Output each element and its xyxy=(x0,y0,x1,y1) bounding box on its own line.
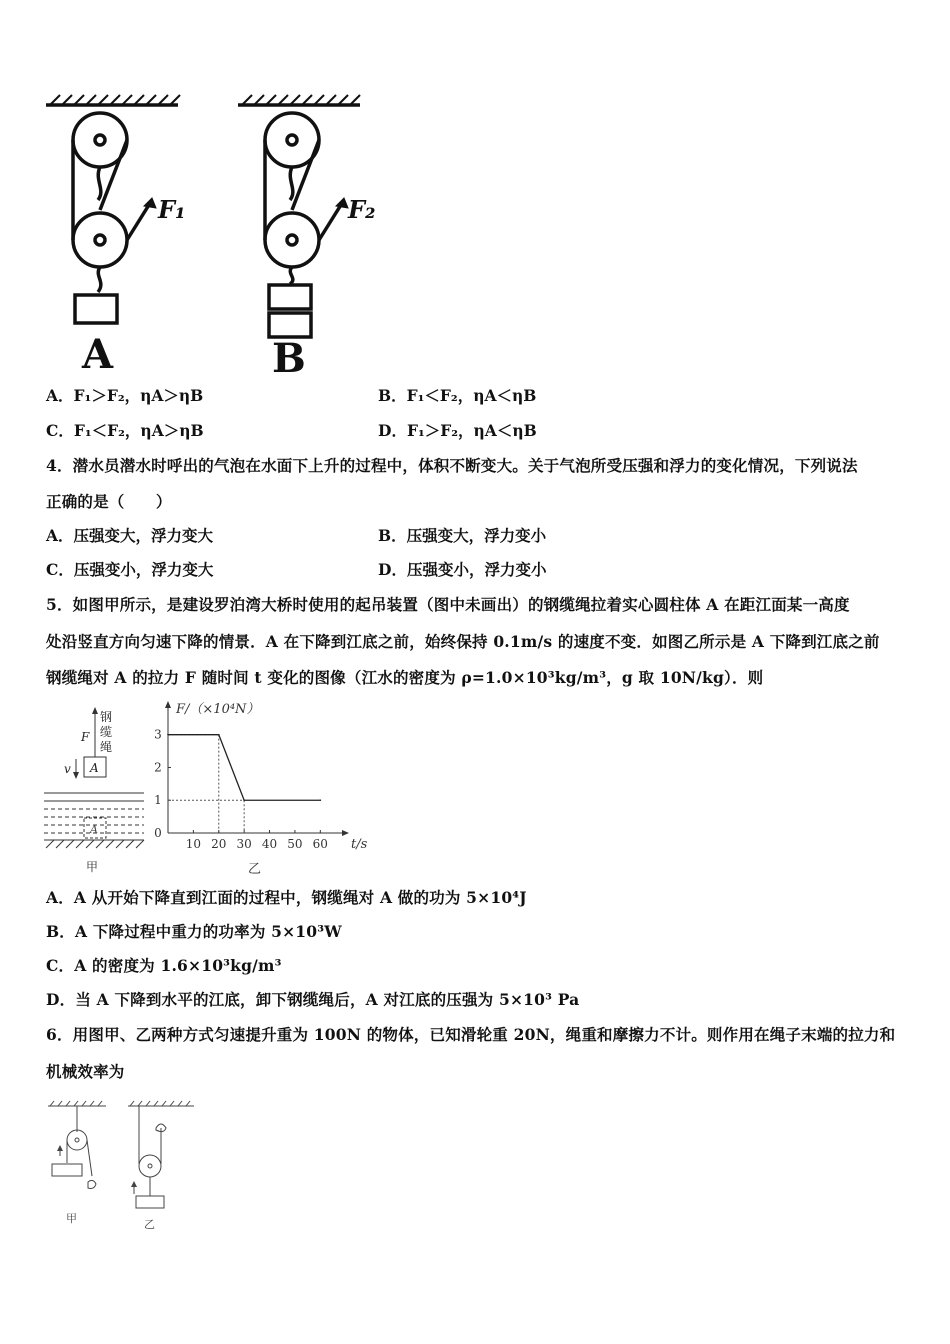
label-f1: F₁ xyxy=(158,195,186,224)
arrow-f2 xyxy=(336,198,348,208)
q3-option-a[interactable]: A．F₁＞F₂，ηA＞ηB xyxy=(46,386,204,405)
f-label: F xyxy=(81,730,90,744)
q6-figure xyxy=(44,1098,204,1233)
q5-chart-yi xyxy=(152,695,368,880)
series-point xyxy=(243,799,245,801)
block-a-water-label: A xyxy=(90,823,98,836)
caption-a: A xyxy=(82,331,114,378)
q4-option-b[interactable]: B．压强变大，浮力变小 xyxy=(378,526,547,545)
chart-caption: 乙 xyxy=(248,862,262,877)
series-point xyxy=(167,734,169,736)
x-tick-label: 20 xyxy=(211,837,227,851)
q5-option-b[interactable]: B．A 下降过程中重力的功率为 5×10³W xyxy=(46,922,342,941)
q4-stem-line2: 正确的是（ ） xyxy=(46,492,172,511)
q4-option-d[interactable]: D．压强变小，浮力变小 xyxy=(378,560,547,579)
label-f2: F₂ xyxy=(348,195,376,224)
q3-pulley-figure xyxy=(40,90,400,380)
x-tick-label: 10 xyxy=(185,837,202,851)
x-tick-label: 40 xyxy=(261,837,278,851)
x-tick-label: 50 xyxy=(287,837,303,851)
q5-figure-jia xyxy=(40,705,150,880)
block-a-label: A xyxy=(90,761,99,775)
y-tick-label: 3 xyxy=(154,727,162,742)
y-axis-label: F/（×10⁴N） xyxy=(176,702,260,717)
q4-option-c[interactable]: C．压强变小，浮力变大 xyxy=(46,560,214,579)
q5-stem-line1: 5．如图甲所示，是建设罗泊湾大桥时使用的起吊装置（图中未画出）的钢缆绳拉着实心圆柱体 A 在距江面某一高度 xyxy=(46,595,850,614)
y-tick-label: 2 xyxy=(154,760,162,775)
q5-stem-line3: 钢缆绳对 A 的拉力 F 随时间 t 变化的图像（江水的密度为 ρ=1.0×10³kg/m³，g 取 10N/kg）．则 xyxy=(46,668,764,687)
y-axis-arrow xyxy=(165,701,171,708)
q5-option-c[interactable]: C．A 的密度为 1.6×10³kg/m³ xyxy=(46,956,282,975)
q3-option-b[interactable]: B．F₁＜F₂，ηA＜ηB xyxy=(378,386,537,405)
q4-option-a[interactable]: A．压强变大，浮力变大 xyxy=(46,526,214,545)
x-tick-label: 30 xyxy=(236,837,252,851)
series-point xyxy=(320,799,322,801)
x-axis-label: t/s xyxy=(351,837,368,852)
q6-caption-yi: 乙 xyxy=(144,1218,155,1231)
rope-char-2: 缆 xyxy=(100,725,113,739)
q6-stem-line1: 6．用图甲、乙两种方式匀速提升重为 100N 的物体，已知滑轮重 20N，绳重和摩擦力不计。则作用在绳子末端的拉力和 xyxy=(46,1025,896,1044)
q5-option-d[interactable]: D．当 A 下降到水平的江底，卸下钢缆绳后，A 对江底的压强为 5×10³ Pa xyxy=(46,990,580,1009)
q4-stem-line1: 4．潜水员潜水时呼出的气泡在水面下上升的过程中，体积不断变大。关于气泡所受压强和浮力的变化情况，下列说法 xyxy=(46,456,858,475)
q6-stem-line2: 机械效率为 xyxy=(46,1062,125,1081)
rope-label xyxy=(100,710,112,754)
x-tick-label: 60 xyxy=(312,837,328,851)
x-axis-arrow xyxy=(342,830,349,836)
q5-stem-line2: 处沿竖直方向匀速下降的情景．A 在下降到江底之前，始终保持 0.1m/s 的速度不变．如图乙所示是 A 下降到江底之前 xyxy=(46,632,880,651)
rope-char-3: 绳 xyxy=(100,740,113,754)
caption-jia: 甲 xyxy=(86,860,99,874)
arrow-f1 xyxy=(144,198,156,208)
y-tick-label: 1 xyxy=(154,793,162,808)
y-tick-label: 0 xyxy=(154,826,162,840)
q6-caption-jia: 甲 xyxy=(66,1212,77,1225)
rope-char-1: 钢 xyxy=(100,710,113,724)
series-point xyxy=(218,734,220,736)
q3-option-d[interactable]: D．F₁＞F₂，ηA＜ηB xyxy=(378,421,537,440)
pulley-system-b xyxy=(238,95,360,337)
q5-option-a[interactable]: A．A 从开始下降直到江面的过程中，钢缆绳对 A 做的功为 5×10⁴J xyxy=(46,888,527,907)
series-line-F xyxy=(168,735,320,801)
v-label: v xyxy=(64,762,71,776)
caption-b: B xyxy=(272,335,306,382)
q3-option-c[interactable]: C．F₁＜F₂，ηA＞ηB xyxy=(46,421,204,440)
